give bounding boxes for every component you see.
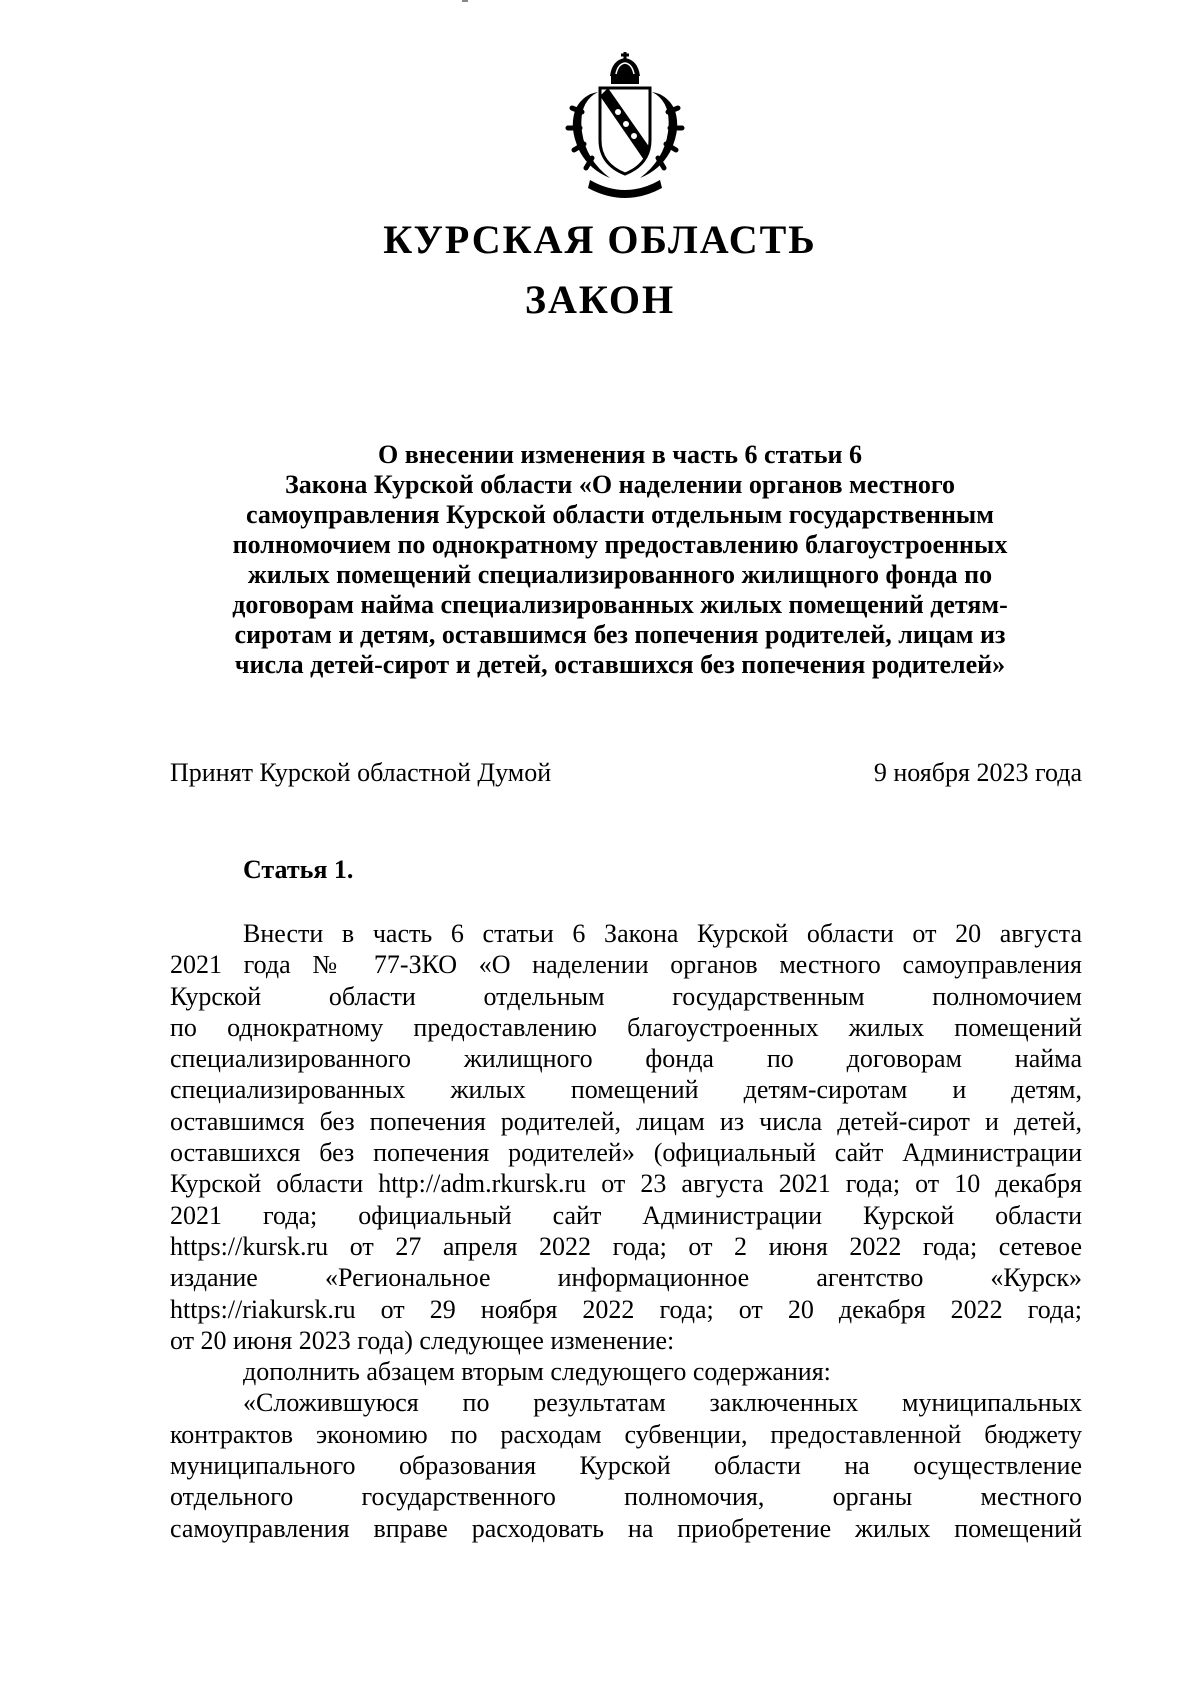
body-line: оставшимся без попечения родителей, лицам из числа детей-сирот и детей, (170, 1106, 1082, 1136)
body-line: https://riakursk.ru от 29 ноября 2022 года; от 20 декабря 2022 года; (170, 1294, 1082, 1324)
body-line: Курской области http://adm.rkursk.ru от 23 августа 2021 года; от 10 декабря (170, 1169, 1082, 1199)
adoption-date: 9 ноября 2023 года (873, 758, 1082, 787)
body-line: Внести в часть 6 статьи 6 Закона Курской области от 20 августа (243, 919, 1082, 948)
region-heading: КУРСКАЯ ОБЛАСТЬ (383, 217, 817, 262)
title-line: полномочием по однократному предоставлению благоустроенных (232, 530, 1008, 559)
title-line: самоуправления Курской области отдельным государственным (246, 500, 994, 529)
body-line: Курской области отдельным государственным полномочием (170, 981, 1082, 1011)
body-line: от 20 июня 2023 года) следующее изменение: (170, 1325, 675, 1355)
body-line: 2021 года № 77-ЗКО «О наделении органов местного самоуправления (170, 950, 1082, 980)
body-line: дополнить абзацем вторым следующего содержания: (243, 1357, 831, 1387)
scan-mark (462, 0, 468, 2)
body-line: 2021 года; официальный сайт Администрации Курской области (170, 1200, 1082, 1230)
body-line: контрактов экономию по расходам субвенции, предоставленной бюджету (170, 1419, 1082, 1449)
title-line: О внесении изменения в часть 6 статьи 6 (377, 440, 863, 469)
body-line: https://kursk.ru от 27 апреля 2022 года; от 2 июня 2022 года; сетевое (170, 1231, 1082, 1261)
title-line: жилых помещений специализированного жилищного фонда по (247, 560, 993, 589)
law-title (170, 440, 1070, 680)
body-line: отдельного государственного полномочия, органы местного (170, 1482, 1082, 1512)
body-line: специализированных жилых помещений детям-сиротам и детям, (170, 1075, 1082, 1105)
kursk-coat-of-arms-icon (560, 52, 690, 200)
body-line: специализированного жилищного фонда по договорам найма (170, 1044, 1082, 1074)
document-type-heading: ЗАКОН (524, 277, 676, 322)
body-line: муниципального образования Курской области на осуществление (170, 1451, 1082, 1481)
body-line: издание «Региональное информационное агентство «Курск» (170, 1263, 1082, 1293)
body-line: оставшихся без попечения родителей» (официальный сайт Администрации (170, 1138, 1082, 1168)
title-line: сиротам и детям, оставшимся без попечения родителей, лицам из (234, 620, 1006, 649)
article-body (170, 918, 1082, 1544)
title-line: Закона Курской области «О наделении органов местного (284, 470, 956, 499)
body-line: по однократному предоставлению благоустроенных жилых помещений (170, 1012, 1082, 1042)
article-heading: Статья 1. (243, 855, 354, 884)
body-line: самоуправления вправе расходовать на приобретение жилых помещений (170, 1513, 1082, 1543)
title-line: числа детей-сирот и детей, оставшихся без попечения родителей» (234, 650, 1006, 679)
adopted-by: Принят Курской областной Думой (170, 758, 552, 787)
title-line: договорам найма специализированных жилых помещений детям- (232, 590, 1008, 619)
body-line: «Сложившуюся по результатам заключенных муниципальных (243, 1388, 1082, 1418)
